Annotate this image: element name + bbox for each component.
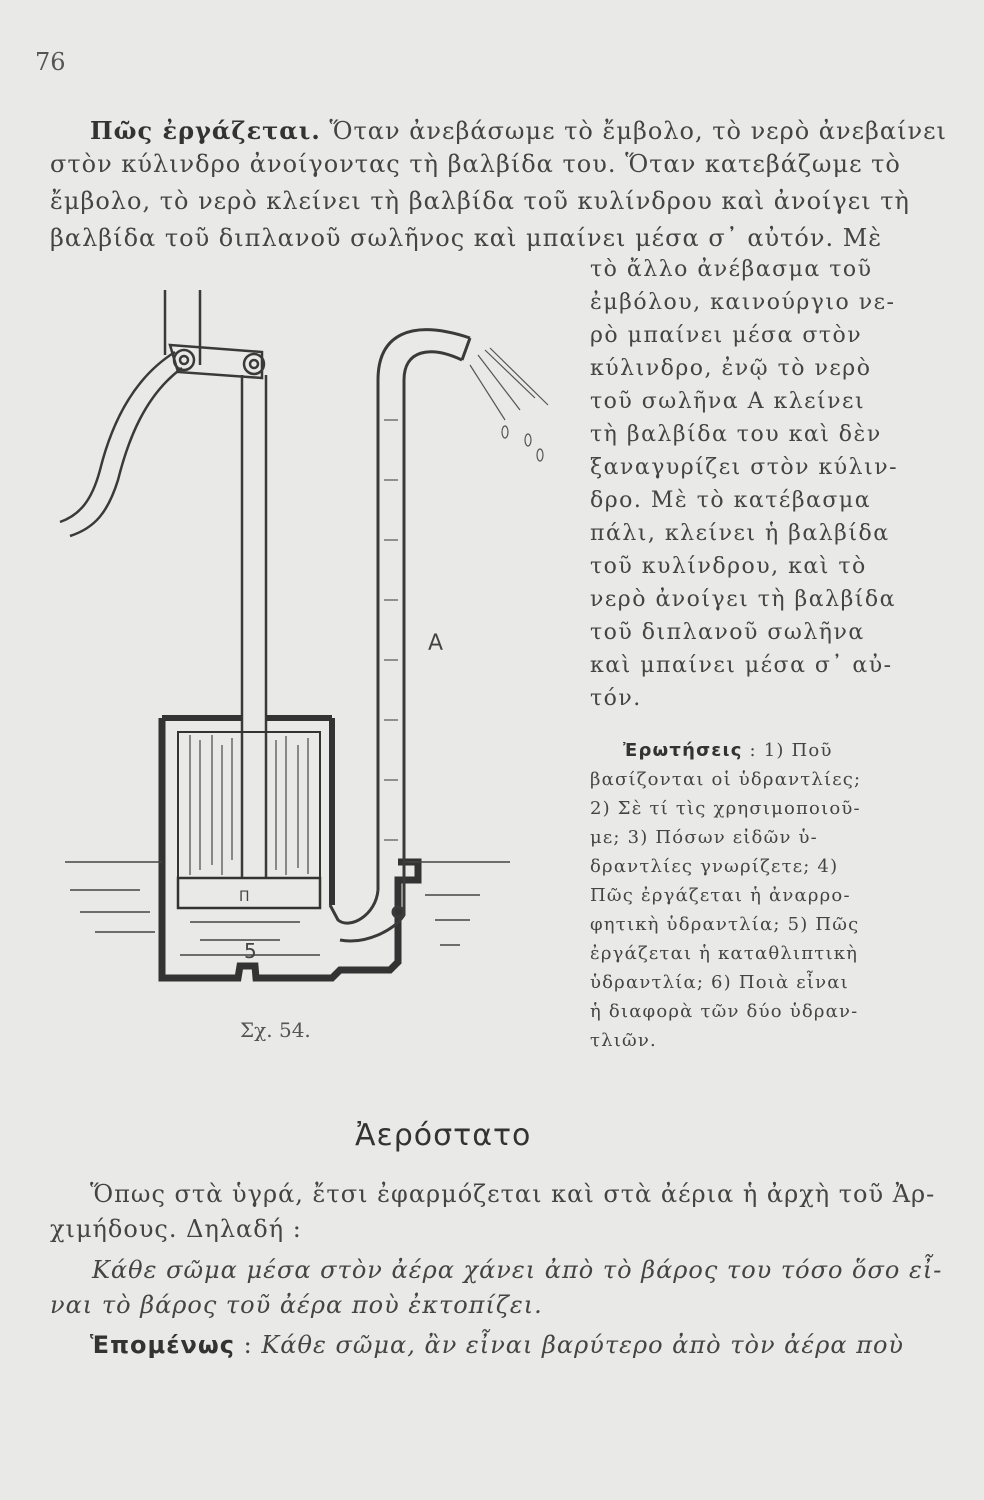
handle-curve-outer	[60, 352, 175, 522]
para1-line: στὸν κύλινδρο ἀνοίγοντας τὴ βαλβίδα του. Ὅταν κατεβάζωμε τὸ	[50, 150, 901, 178]
right-column-line: τὴ βαλβίδα του καὶ δὲν	[590, 422, 882, 447]
section-italic-line: ναι τὸ βάρος τοῦ ἀέρα ποὺ ἐκτοπίζει.	[50, 1291, 543, 1319]
pivot-left-pin	[180, 356, 188, 364]
question-line: ἡ διαφορὰ τῶν δύο ὑδραν-	[590, 1001, 859, 1022]
cylinder-hatching	[190, 735, 308, 875]
question-line: με; 3) Πόσων εἰδῶν ὑ-	[590, 827, 818, 848]
section-italic-line: Κάθε σῶμα μέσα στὸν ἀέρα χάνει ἀπὸ τὸ βάρος του τόσο ὅσο εἶ-	[92, 1256, 943, 1284]
label-piston: Π	[239, 889, 250, 905]
pivot-left	[174, 350, 194, 370]
right-column-line: τόν.	[590, 686, 642, 711]
section-last-line	[90, 1331, 904, 1359]
right-column-line: ξαναγυρίζει στὸν κύλιν-	[590, 455, 899, 480]
pivot-right-pin	[250, 360, 258, 368]
section-title: Ἀερόστατο	[355, 1118, 532, 1153]
right-column-line: ἐμβόλου, καινούργιο νε-	[590, 290, 896, 315]
question-line: 2) Σὲ τί τὶς χρησιμοποιοῦ-	[590, 798, 861, 819]
question-line: δραντλίες γνωρίζετε; 4)	[590, 856, 839, 877]
figure-caption: Σχ. 54.	[240, 1018, 311, 1042]
section-line: χιμήδους. Δηλαδή :	[50, 1215, 302, 1243]
right-column-line: καὶ μπαίνει μέσα σ᾿ αὐ-	[590, 653, 893, 678]
right-column-line: τὸ ἄλλο ἀνέβασμα τοῦ	[590, 257, 873, 282]
question-line: ὑδραντλία; 6) Ποιὰ εἶναι	[590, 972, 849, 993]
label-tube-a: Α	[428, 631, 444, 656]
right-column-line: νερὸ ἀνοίγει τὴ βαλβίδα	[590, 587, 897, 612]
section-last-sep: :	[243, 1331, 253, 1359]
right-column-line: τοῦ σωλῆνα Α κλείνει	[590, 389, 866, 414]
para1-heading: Πῶς ἐργάζεται.	[90, 116, 321, 145]
label-bottom: 5	[244, 939, 257, 963]
para1-line: βαλβίδα τοῦ διπλανοῦ σωλῆνος καὶ μπαίνει μέσα σ᾿ αὐτόν. Μὲ	[50, 224, 883, 252]
section-last-italic: Κάθε σῶμα, ἂν εἶναι βαρύτερο ἀπὸ τὸν ἀέρα ποὺ	[261, 1331, 905, 1359]
tube-ticks	[384, 420, 398, 840]
question-line: Πῶς ἐργάζεται ἡ ἀναρρο-	[590, 885, 851, 906]
water-spray	[470, 348, 548, 461]
right-column-line: ρὸ μπαίνει μέσα στὸν	[590, 323, 863, 348]
right-column-line: τοῦ κυλίνδρου, καὶ τὸ	[590, 554, 867, 579]
right-column-line: κύλινδρο, ἐνῷ τὸ νερὸ	[590, 356, 872, 381]
para1-line1-rest: Ὅταν ἀνεβάσωμε τὸ ἔμβολο, τὸ νερὸ ἀνεβαίνει	[329, 117, 947, 145]
question-line: τλιῶν.	[590, 1030, 657, 1051]
handle-curve-inner	[70, 368, 182, 536]
right-column-line: δρο. Μὲ τὸ κατέβασμα	[590, 488, 872, 513]
questions-heading: Ἐρωτήσεις	[623, 740, 743, 761]
section-last-heading: Ἑπομένως	[90, 1331, 235, 1359]
delivery-tube	[330, 330, 470, 941]
para1-line: ἔμβολο, τὸ νερὸ κλείνει τὴ βαλβίδα τοῦ κυλίνδρου καὶ ἀνοίγει τὴ	[50, 187, 910, 215]
page-number: 76	[35, 48, 66, 76]
question-line: βασίζονται οἱ ὑδραντλίες;	[590, 769, 862, 790]
right-column-line: τοῦ διπλανοῦ σωλῆνα	[590, 620, 865, 645]
questions-first-rest: : 1) Ποῦ	[749, 740, 833, 761]
section-line: Ὅπως στὰ ὑγρά, ἔτσι ἐφαρμόζεται καὶ στὰ ἀέρια ἡ ἀρχὴ τοῦ Ἀρ-	[90, 1180, 936, 1208]
question-line: φητικὴ ὑδραντλία; 5) Πῶς	[590, 914, 860, 935]
right-column-line: πάλι, κλείνει ἡ βαλβίδα	[590, 521, 890, 546]
question-line: ἐργάζεται ἡ καταθλιπτικὴ	[590, 943, 859, 964]
